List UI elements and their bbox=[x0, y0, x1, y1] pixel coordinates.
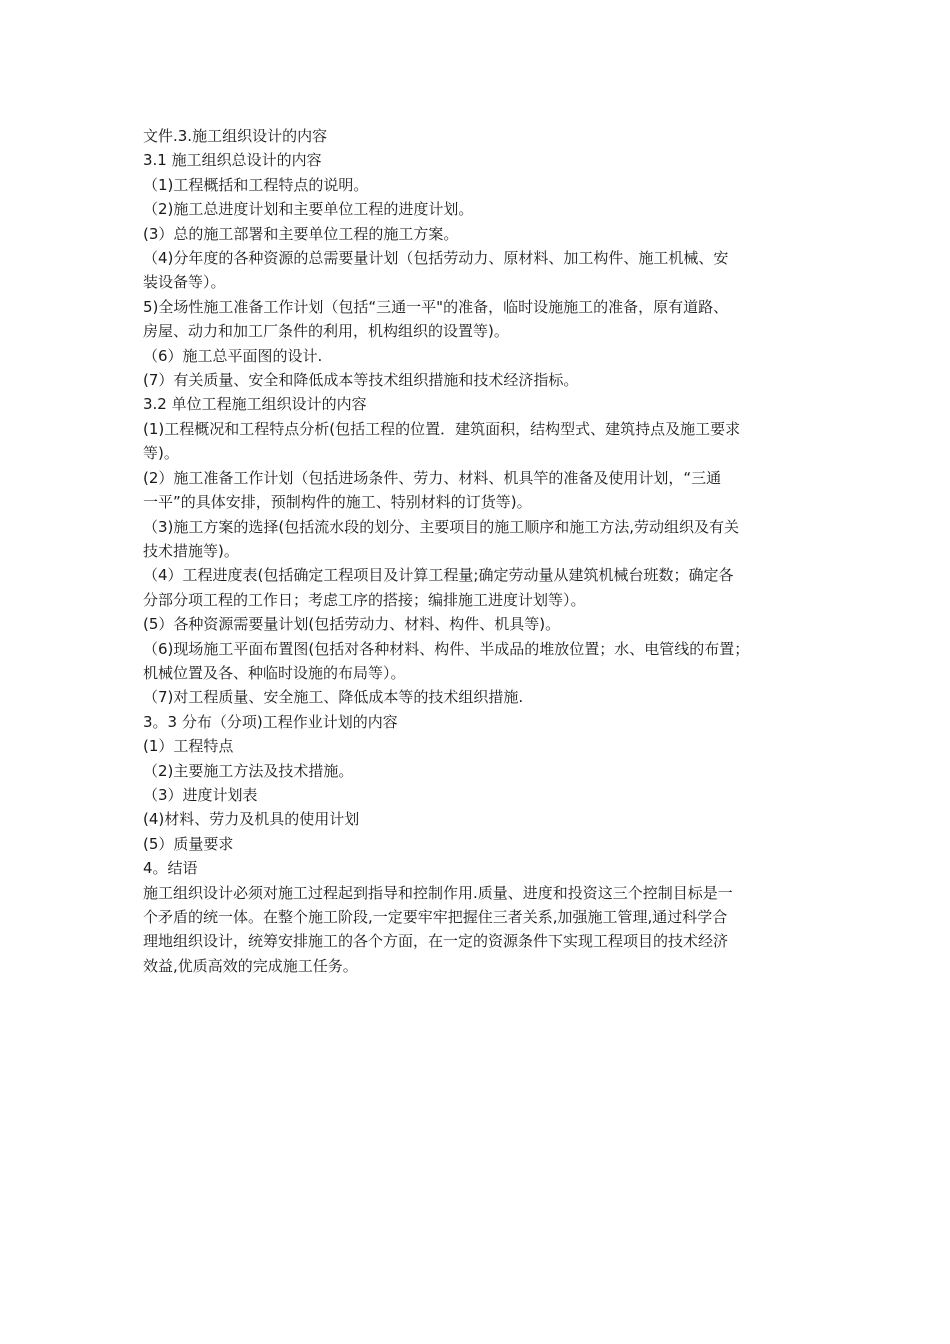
list-item: （2)施工总进度计划和主要单位工程的进度计划。 bbox=[143, 200, 474, 219]
list-item: （4）工程进度表(包括确定工程项目及计算工程量;确定劳动量从建筑机械台班数；确定各 bbox=[143, 566, 734, 585]
document-title: 文件.3.施工组织设计的内容 bbox=[143, 127, 328, 145]
list-item: （2)主要施工方法及技术措施。 bbox=[143, 761, 354, 780]
list-item: (5）各种资源需要量计划(包括劳动力、材料、构件、机具等)。 bbox=[143, 615, 561, 634]
list-item: （7)对工程质量、安全施工、降低成本等的技术组织措施. bbox=[143, 688, 524, 707]
list-item: （4)分年度的各种资源的总需要量计划（包括劳动力、原材料、加工构件、施工机械、安 bbox=[143, 249, 729, 268]
list-item: (5）质量要求 bbox=[143, 834, 234, 853]
conclusion-line: 个矛盾的统一体。在整个施工阶段,一定要牢牢把握住三者关系,加强施工管理,通过科学合 bbox=[143, 908, 728, 926]
list-item: （1)工程概括和工程特点的说明。 bbox=[143, 175, 369, 194]
list-item: (3）总的施工部署和主要单位工程的施工方案。 bbox=[143, 224, 459, 243]
list-item: （3）进度计划表 bbox=[143, 785, 258, 804]
section-heading-3-1: 3.1 施工组织总设计的内容 bbox=[143, 151, 322, 170]
list-item: (7）有关质量、安全和降低成本等技术组织措施和技术经济指标。 bbox=[143, 371, 579, 390]
list-item: （6)现场施工平面布置图(包括对各种材料、构件、半成品的堆放位置；水、电管线的布置； bbox=[143, 639, 750, 658]
list-item-continuation: 等)。 bbox=[143, 444, 179, 463]
document-body bbox=[143, 124, 809, 978]
list-item: (4)材料、劳力及机具的使用计划 bbox=[143, 810, 360, 829]
list-item-continuation: 机械位置及各、种临时设施的布局等）。 bbox=[143, 663, 406, 682]
list-item: (1)工程概况和工程特点分析(包括工程的位置．建筑面积，结构型式、建筑持点及施工要求 bbox=[143, 419, 741, 438]
section-heading-conclusion: 4。结语 bbox=[143, 859, 198, 878]
list-item: (1）工程特点 bbox=[143, 737, 234, 756]
list-item: (2）施工准备工作计划（包括进场条件、劳力、材料、机具竿的准备及使用计划，“三通 bbox=[143, 468, 722, 487]
list-item-continuation: 分部分项工程的工作日；考虑工序的搭接；编排施工进度计划等）。 bbox=[143, 590, 586, 609]
list-item-continuation: 房屋、动力和加工厂条件的利用，机构组织的设置等)。 bbox=[143, 322, 509, 341]
conclusion-line: 理地组织设计，统筹安排施工的各个方面，在一定的资源条件下实现工程项目的技术经济 bbox=[143, 932, 729, 951]
list-item: （6）施工总平面图的设计. bbox=[143, 346, 323, 365]
list-item-continuation: 装设备等）。 bbox=[143, 273, 226, 292]
list-item: 5)全场性施工准备工作计划（包括“三通一平"的准备，临时设施施工的准备，原有道路、 bbox=[143, 297, 729, 316]
list-item-continuation: 一平”的具体安排，预制构件的施工、特别材料的订货等)。 bbox=[143, 493, 532, 512]
list-item-continuation: 技术措施等)。 bbox=[143, 541, 239, 560]
conclusion-line: 效益,优质高效的完成施工任务。 bbox=[143, 956, 358, 975]
section-heading-3-2: 3.2 单位工程施工组织设计的内容 bbox=[143, 395, 367, 414]
section-heading-3-3: 3。3 分布（分项)工程作业计划的内容 bbox=[143, 712, 398, 731]
list-item: （3)施工方案的选择(包括流水段的划分、主要项目的施工顺序和施工方法,劳动组织及有关 bbox=[143, 517, 740, 536]
conclusion-line: 施工组织设计必须对施工过程起到指导和控制作用.质量、进度和投资这三个控制目标是一 bbox=[143, 883, 733, 902]
